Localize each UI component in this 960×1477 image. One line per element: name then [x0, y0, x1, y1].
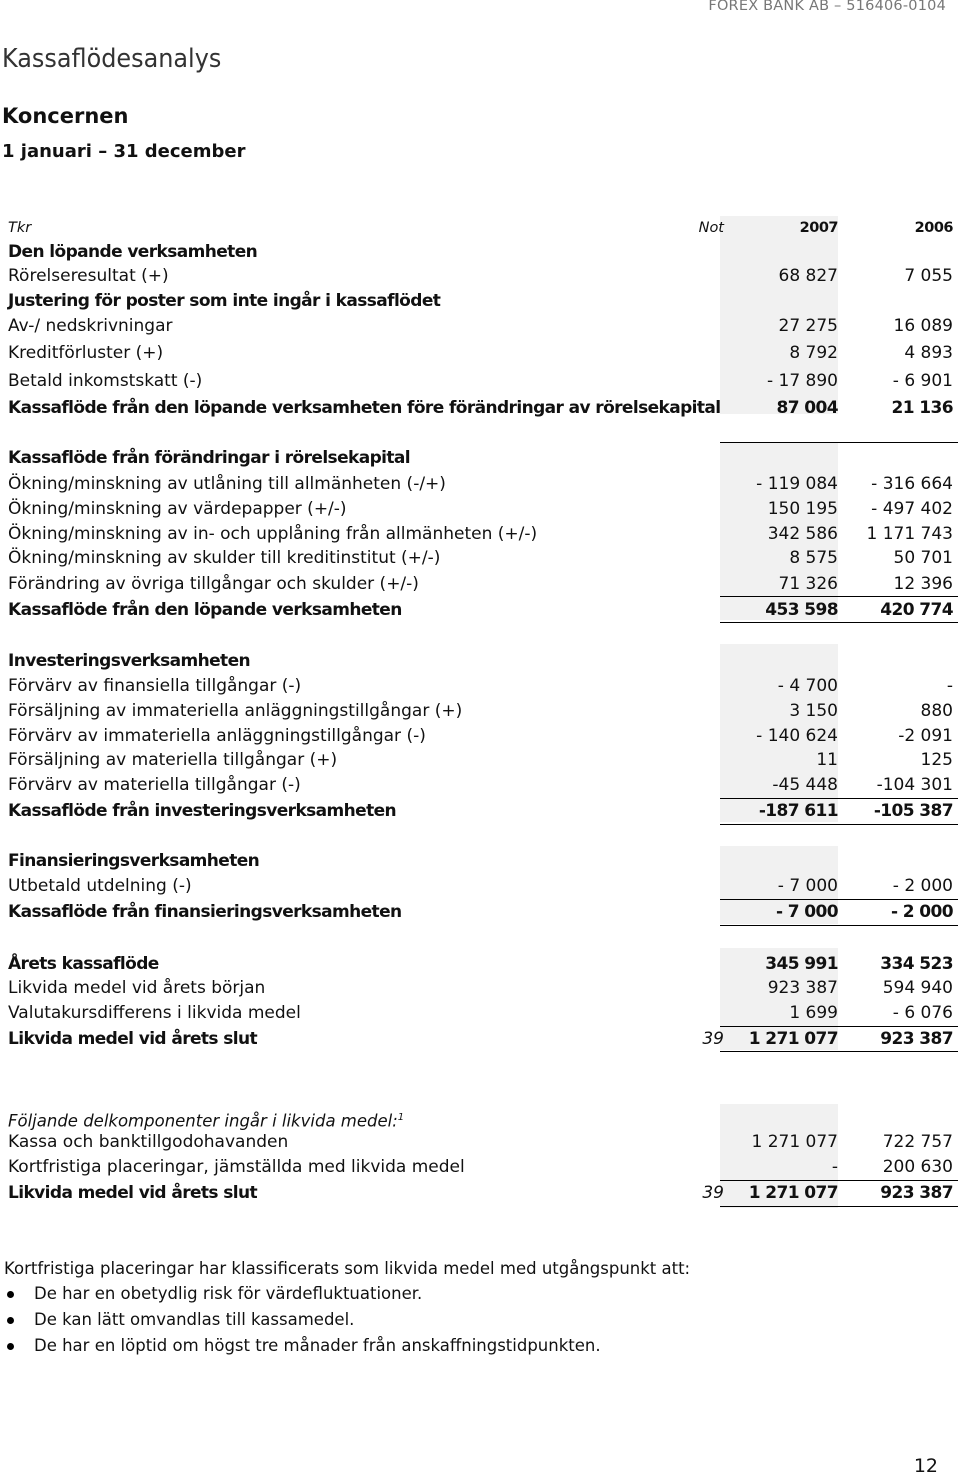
subtotal-row — [8, 396, 953, 420]
footnote-intro: Kortfristiga placeringar har klassificerats som likvida medel med utgångspunkt att: — [4, 1259, 691, 1278]
row-label: Kassa och banktillgodohavanden — [8, 1132, 289, 1152]
value-2007: 1 271 077 — [748, 1029, 838, 1049]
row-label: Årets kassaflöde — [8, 954, 159, 974]
footnote-bullet-list — [4, 1281, 601, 1359]
value-2007: 11 — [816, 750, 838, 770]
row-label: Rörelseresultat (+) — [8, 266, 169, 286]
value-2006: 722 757 — [882, 1132, 953, 1152]
table-row — [8, 874, 953, 898]
total-row — [8, 1181, 953, 1205]
note-column-header: Not — [698, 220, 724, 236]
row-label: Valutakursdifferens i likvida medel — [8, 1003, 301, 1023]
bullet-text: De har en löptid om högst tre månader från anskaffningstidpunkten. — [34, 1336, 601, 1355]
note-reference: 39 — [702, 1029, 724, 1049]
value-2006: 594 940 — [882, 978, 953, 998]
value-2007: - 4 700 — [777, 676, 838, 696]
value-2007: 342 586 — [767, 524, 838, 544]
table-row — [8, 497, 953, 521]
value-2007: 8 792 — [789, 343, 838, 363]
table-row — [8, 522, 953, 546]
table-row — [8, 572, 953, 596]
page-number: 12 — [913, 1455, 938, 1477]
table-row — [8, 1001, 953, 1025]
value-2006: - 2 000 — [890, 902, 953, 922]
section-heading — [8, 289, 953, 313]
table-row — [8, 341, 953, 365]
rule-line — [720, 596, 958, 597]
company-header: FOREX BANK AB – 516406-0104 — [708, 0, 946, 14]
components-heading-row — [8, 1106, 953, 1130]
row-label: Kassaflöde från den löpande verksamheten — [8, 600, 402, 620]
table-row — [8, 674, 953, 698]
section-heading — [8, 649, 953, 673]
row-label: Likvida medel vid årets början — [8, 978, 266, 998]
table-row — [8, 773, 953, 797]
value-2006: 21 136 — [891, 398, 953, 418]
adjust-heading: Justering för poster som inte ingår i kassaflödet — [8, 291, 441, 311]
value-2007: 1 271 077 — [748, 1183, 838, 1203]
total-row — [8, 598, 953, 622]
bullet-icon — [7, 1343, 14, 1350]
value-2006: - 497 402 — [871, 499, 953, 519]
value-2007: -45 448 — [772, 775, 838, 795]
table-header-row — [8, 216, 953, 240]
rule-line — [720, 925, 958, 926]
value-2007: - 7 000 — [775, 902, 838, 922]
bullet-text: De har en obetydlig risk för värdefluktuationer. — [34, 1284, 423, 1303]
row-label: Likvida medel vid årets slut — [8, 1183, 258, 1203]
value-2006: - 6 901 — [892, 371, 953, 391]
table-row — [8, 976, 953, 1000]
table-row — [8, 1130, 953, 1154]
list-item — [4, 1333, 601, 1359]
period-heading: 1 januari – 31 december — [2, 141, 246, 162]
operating-heading: Den löpande verksamheten — [8, 242, 258, 262]
rule-line — [720, 824, 958, 825]
value-2007: 1 271 077 — [751, 1132, 838, 1152]
value-2006: - 6 076 — [892, 1003, 953, 1023]
value-2006: 880 — [920, 701, 953, 721]
value-2006: 7 055 — [904, 266, 953, 286]
value-2006: 923 387 — [880, 1183, 953, 1203]
components-heading: Följande delkomponenter ingår i likvida medel:$^1$ — [8, 1111, 405, 1131]
page-title: Kassaflödesanalys — [2, 44, 222, 74]
row-label: Utbetald utdelning (-) — [8, 876, 192, 896]
list-item — [4, 1307, 601, 1333]
row-label: Förvärv av immateriella anläggningstillgångar (-) — [8, 726, 426, 746]
value-2006: 125 — [920, 750, 953, 770]
value-2007: - — [831, 1157, 838, 1177]
bullet-icon — [7, 1317, 14, 1324]
row-label: Kassaflöde från den löpande verksamheten före förändringar av rörelsekapital — [8, 398, 721, 418]
value-2006: 420 774 — [880, 600, 953, 620]
value-2007: 345 991 — [765, 954, 838, 974]
row-label: Ökning/minskning av värdepapper (+/-) — [8, 499, 347, 519]
entity-heading: Koncernen — [2, 104, 129, 128]
row-label: Likvida medel vid årets slut — [8, 1029, 258, 1049]
table-row — [8, 724, 953, 748]
table-row — [8, 369, 953, 393]
total-row — [8, 952, 953, 976]
value-2006: 334 523 — [880, 954, 953, 974]
value-2006: 16 089 — [893, 316, 953, 336]
list-item — [4, 1281, 601, 1307]
financing-heading: Finansieringsverksamheten — [8, 851, 260, 871]
value-2007: 8 575 — [789, 548, 838, 568]
total-row — [8, 799, 953, 823]
row-label: Kassaflöde från finansieringsverksamheten — [8, 902, 402, 922]
table-row — [8, 472, 953, 496]
value-2006: 200 630 — [882, 1157, 953, 1177]
row-label: Förvärv av materiella tillgångar (-) — [8, 775, 301, 795]
value-2006: -104 301 — [876, 775, 953, 795]
value-2006: 923 387 — [880, 1029, 953, 1049]
row-label: Förvärv av finansiella tillgångar (-) — [8, 676, 302, 696]
value-2007: 3 150 — [789, 701, 838, 721]
row-label: Kortfristiga placeringar, jämställda med likvida medel — [8, 1157, 465, 1177]
value-2007: - 7 000 — [777, 876, 838, 896]
value-2007: - 140 624 — [756, 726, 838, 746]
section-heading — [8, 240, 953, 264]
investing-heading: Investeringsverksamheten — [8, 651, 251, 671]
bullet-text: De kan lätt omvandlas till kassamedel. — [34, 1310, 355, 1329]
value-2006: - 2 000 — [892, 876, 953, 896]
value-2007: 453 598 — [765, 600, 838, 620]
value-2007: 923 387 — [767, 978, 838, 998]
value-2006: -2 091 — [898, 726, 953, 746]
row-label: Ökning/minskning av utlåning till allmänheten (-/+) — [8, 474, 446, 494]
table-row — [8, 699, 953, 723]
row-label: Betald inkomstskatt (-) — [8, 371, 203, 391]
value-2007: 68 827 — [778, 266, 838, 286]
year-2006-header: 2006 — [914, 220, 953, 236]
row-label: Ökning/minskning av skulder till kreditinstitut (+/-) — [8, 548, 441, 568]
value-2007: 71 326 — [778, 574, 838, 594]
row-label: Förändring av övriga tillgångar och skulder (+/-) — [8, 574, 419, 594]
unit-label: Tkr — [8, 220, 32, 236]
value-2007: 87 004 — [776, 398, 838, 418]
section-heading — [8, 446, 953, 470]
table-row — [8, 1155, 953, 1179]
row-label: Kassaflöde från investeringsverksamheten — [8, 801, 397, 821]
value-2006: -105 387 — [873, 801, 953, 821]
row-label: Försäljning av immateriella anläggningstillgångar (+) — [8, 701, 463, 721]
table-row — [8, 546, 953, 570]
value-2006: - 316 664 — [871, 474, 953, 494]
row-label: Av-/ nedskrivningar — [8, 316, 173, 336]
section-heading — [8, 849, 953, 873]
year-2007-header: 2007 — [799, 220, 838, 236]
row-label: Ökning/minskning av in- och upplåning från allmänheten (+/-) — [8, 524, 538, 544]
value-2006: 4 893 — [904, 343, 953, 363]
note-reference: 39 — [702, 1183, 724, 1203]
row-label: Försäljning av materiella tillgångar (+) — [8, 750, 338, 770]
value-2007: - 17 890 — [766, 371, 838, 391]
working-capital-heading: Kassaflöde från förändringar i rörelsekapital — [8, 448, 411, 468]
value-2007: 27 275 — [778, 316, 838, 336]
bullet-icon — [7, 1291, 14, 1298]
value-2007: -187 611 — [758, 801, 838, 821]
total-row — [8, 900, 953, 924]
rule-line — [720, 622, 958, 623]
value-2007: 1 699 — [789, 1003, 838, 1023]
table-row — [8, 264, 953, 288]
value-2006: 12 396 — [893, 574, 953, 594]
rule-line — [720, 1206, 958, 1207]
rule-line — [720, 442, 958, 443]
total-row — [8, 1027, 953, 1051]
value-2006: - — [946, 676, 953, 696]
table-row — [8, 314, 953, 338]
rule-line — [720, 1051, 958, 1052]
row-label: Kreditförluster (+) — [8, 343, 164, 363]
value-2007: 150 195 — [767, 499, 838, 519]
value-2007: - 119 084 — [756, 474, 838, 494]
value-2006: 50 701 — [893, 548, 953, 568]
value-2006: 1 171 743 — [866, 524, 953, 544]
table-row — [8, 748, 953, 772]
